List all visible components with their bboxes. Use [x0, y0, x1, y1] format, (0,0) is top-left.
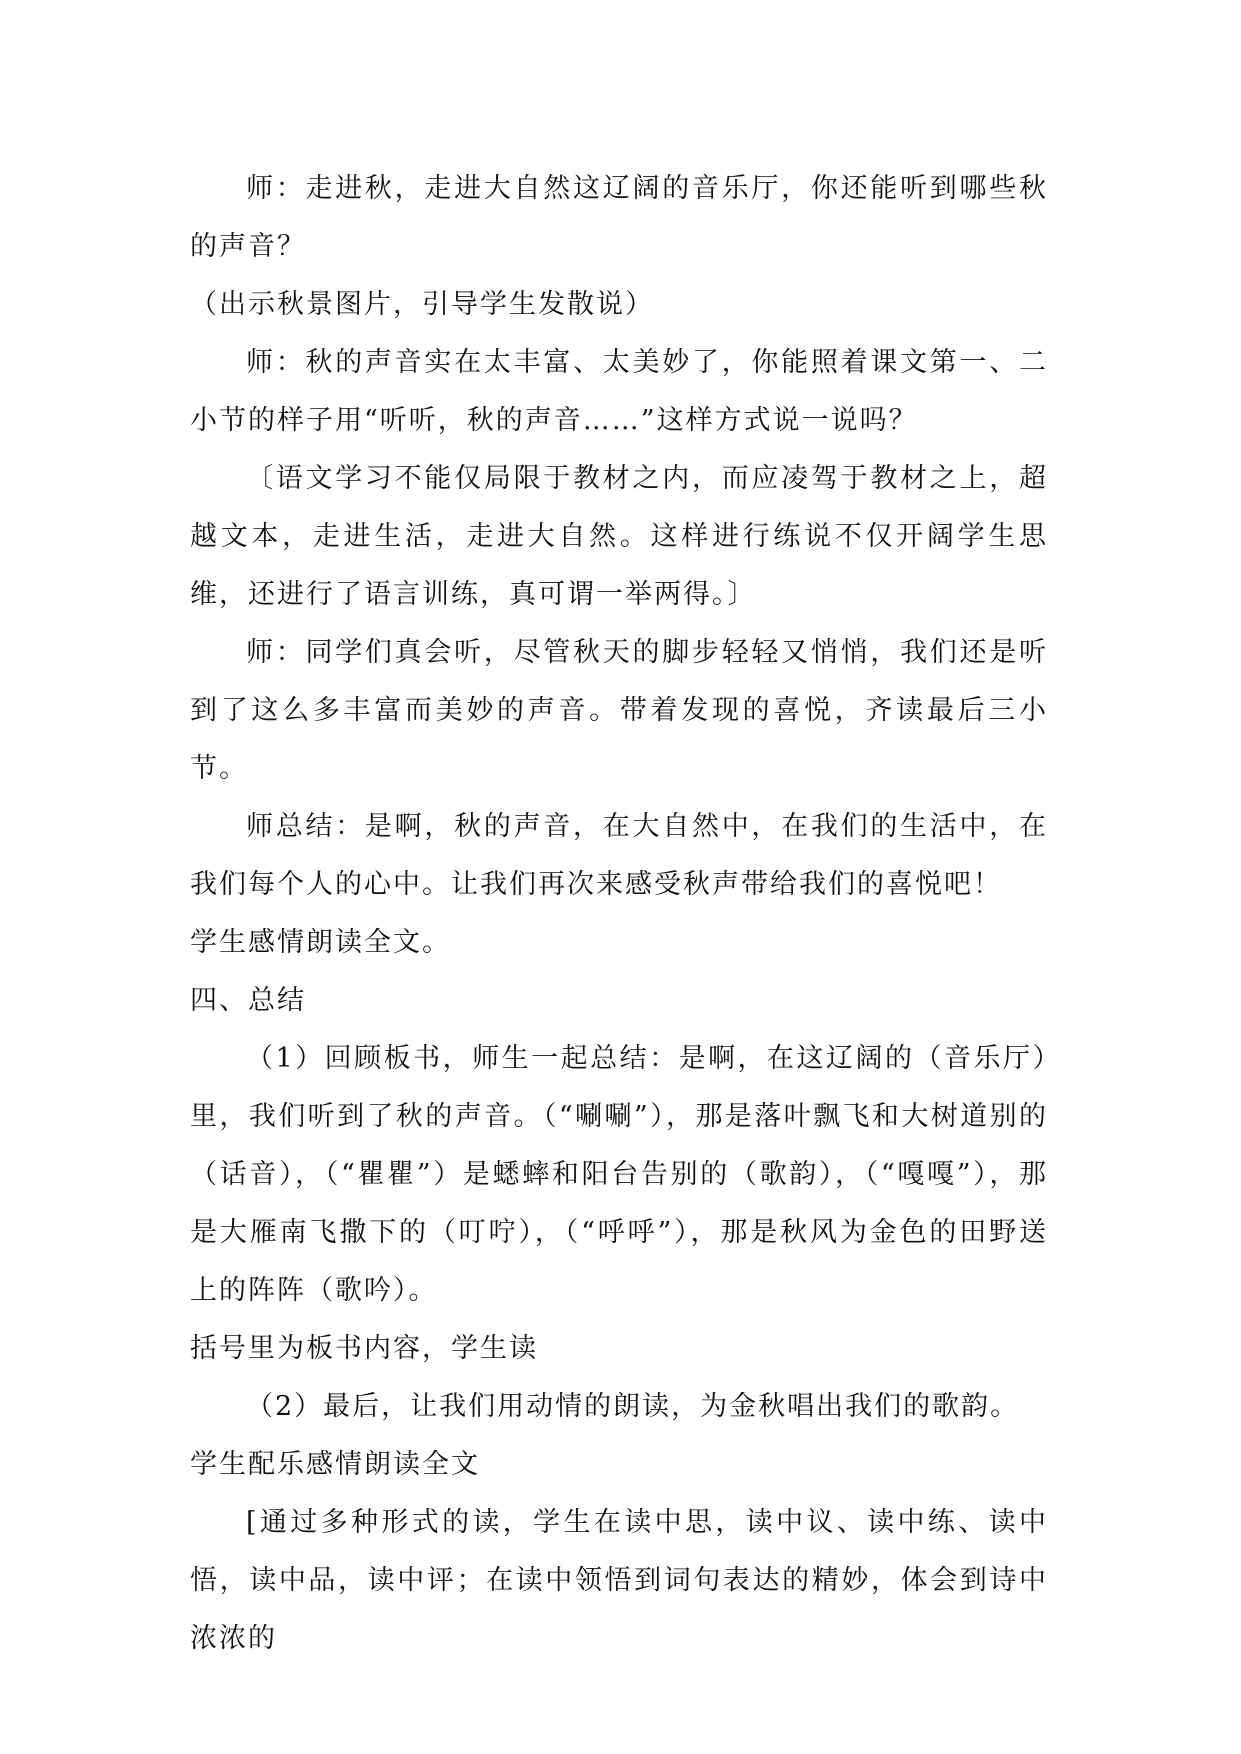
document-page: [190, 160, 1048, 1668]
section-heading-summary: 四、总结: [190, 985, 306, 1016]
paragraph-final-reading: （2）最后，让我们用动情的朗读，为金秋唱出我们的歌韵。: [246, 1391, 1020, 1422]
paragraph-teacher-summary: 师总结：是啊，秋的声音，在大自然中，在我们的生活中，在我们每个人的心中。让我们再次来感受秋声带给我们的喜悦吧！: [190, 811, 1048, 900]
paragraph-board-note: 括号里为板书内容，学生读: [190, 1333, 538, 1364]
paragraph-teacher-prompt: 师：秋的声音实在太丰富、太美妙了，你能照着课文第一、二小节的样子用“听听，秋的声音……”这样方式说一说吗？: [190, 347, 1048, 436]
paragraph-show-pictures: （出示秋景图片，引导学生发散说）: [190, 289, 654, 320]
paragraph-student-reading: 学生感情朗读全文。: [190, 927, 451, 958]
paragraph-music-reading: 学生配乐感情朗读全文: [190, 1449, 480, 1480]
paragraph-teacher-question: 师：走进秋，走进大自然这辽阔的音乐厅，你还能听到哪些秋的声音？: [190, 173, 1048, 262]
paragraph-teacher-praise: 师：同学们真会听，尽管秋天的脚步轻轻又悄悄，我们还是听到了这么多丰富而美妙的声音。带着发现的喜悦，齐读最后三小节。: [190, 637, 1048, 784]
paragraph-commentary-1: 〔语文学习不能仅局限于教材之内，而应凌驾于教材之上，超越文本，走进生活，走进大自然。这样进行练说不仅开阔学生思维，还进行了语言训练，真可谓一举两得。〕: [190, 463, 1048, 610]
paragraph-review-board: （1）回顾板书，师生一起总结：是啊，在这辽阔的（音乐厅）里，我们听到了秋的声音。（“唰唰”），那是落叶飘飞和大树道别的（话音），（“瞿瞿”）是蟋蟀和阳台告别的（歌韵），（“嘎嘎”），那是大雁南飞撒下的（叮咛），（“呼呼”），那是秋风为金色的田野送上的阵阵（歌吟）。: [190, 1043, 1048, 1306]
paragraph-commentary-2: [通过多种形式的读，学生在读中思，读中议、读中练、读中悟，读中品，读中评；在读中领悟到词句表达的精妙，体会到诗中浓浓的: [190, 1507, 1048, 1654]
